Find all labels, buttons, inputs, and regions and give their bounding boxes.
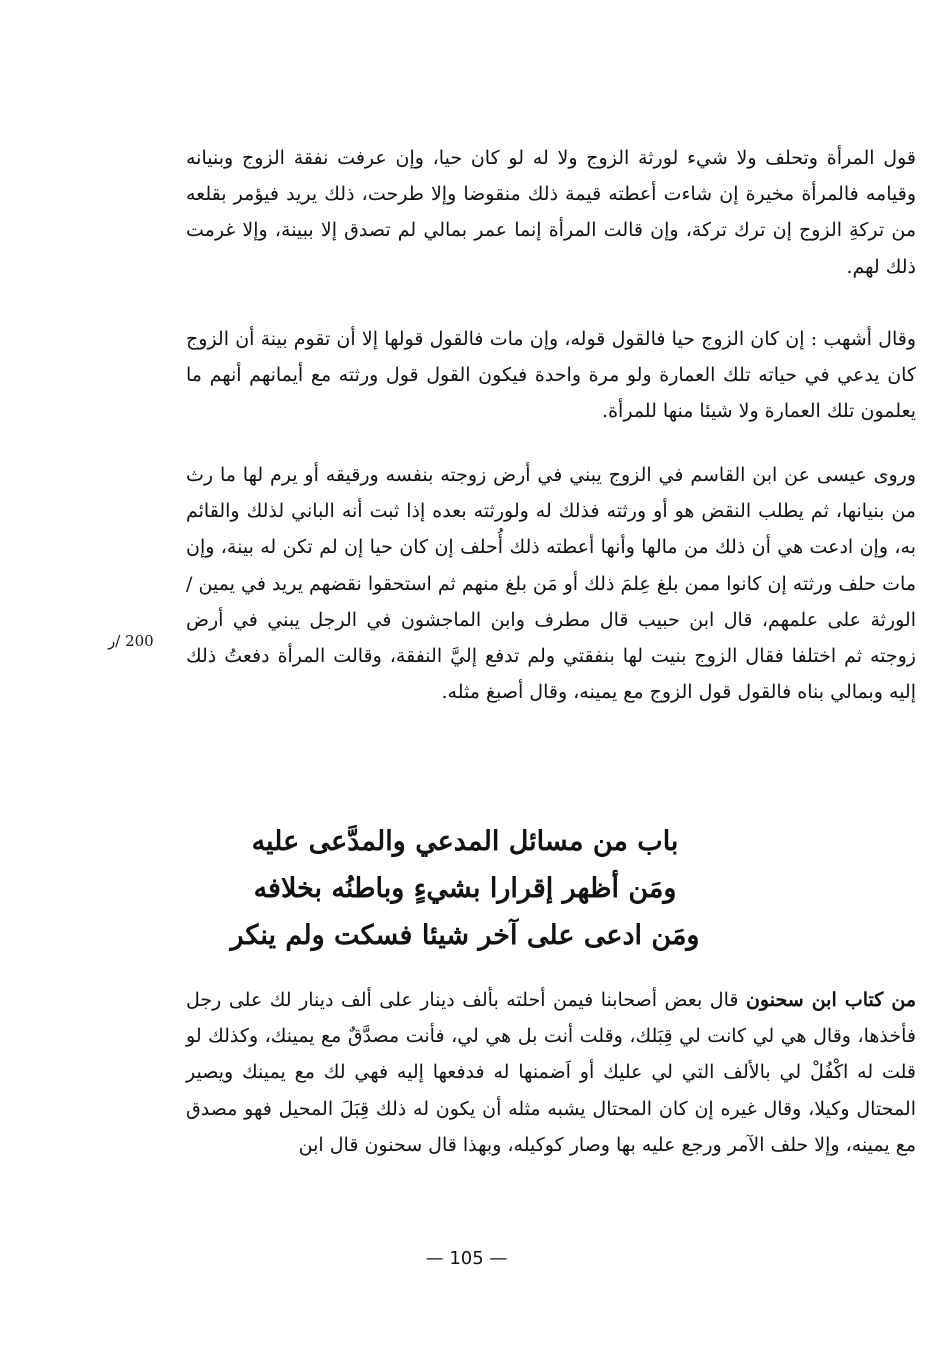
paragraph-1: قول المرأة وتحلف ولا شيء لورثة الزوج ولا له لو كان حيا، وإن عرفت نفقة الزوج وبنيانه وقيامه فالمرأة مخيرة إن شاءت أعطته قيمة ذلك منقوضا وإلا طرحت، ذلك يريد فيؤمر بقلعه من تركةِ الزوج إن ترك تركة، وإن قالت المرأة إنما عمر بمالي لم تصدق إلا ببينة، وإلا غرمت ذلك لهم. [186,147,916,278]
paragraph-2: وقال أشهب : إن كان الزوج حيا فالقول قوله، وإن مات فالقول قولها إلا أن تقوم بينة أن الزوج كان يدعي في حياته تلك العمارة ولو مرة واحدة فيكون القول قول ورثته مع أيمانهم أنهم ما يعلمون تلك العمارة ولا شيئا منها للمرأة. [186,328,916,423]
page-number: — 105 — [425,1248,508,1269]
paragraph-4-text: قال بعض أصحابنا فيمن أحلته بألف دينار على ألف دينار لك على رجل فأخذها، وقال هي لي كانت لي قِبَلك، وقلت أنت بل هي لي، فأنت مصدَّقٌ مع يمينك، وكذلك لو قلت له اكْفُلْ لي بالألف التي لي عليك أو اَضمنها له فدفعها إليه فهي لك مع يمينك ويصير المحتال وكيلا، وقال غيره إن كان المحتال يشبه مثله أن يكون له ذلك قِبَلَ المحيل فهو مصدق مع يمينه، وإلا حلف الآمر ورجع عليه بها وصار كوكيله، وبهذا قال سحنون قال ابن [186,989,916,1156]
chapter-heading [200,818,730,959]
paragraph-3: وروى عيسى عن ابن القاسم في الزوج يبني في أرض زوجته بنفسه ورقيقه أو يرم لها ما رث من بنيانها، ثم يطلب النقض هو أو ورثته فذلك له ولورثته بعده إذا ثبت أنه الباني لذلك والقائم به، وإن ادعت هي أن ذلك من مالها وأنها أعطته ذلك أُحلف إن كان حيا إن لم تكن له بينة، وإن مات حلف ورثته إن كانوا ممن بلغ عِلمَ ذلك أو مَن بلغ منهم ثم استحقوا نقضهم يريد في يمين / الورثة على علمهم، قال ابن حبيب قال مطرف وابن الماجشون في الرجل يبني في أرض زوجته ثم اختلفا فقال الزوج بنيت لها بنفقتي ولم تدفع إليَّ النفقة، وقالت المرأة دفعتُ ذلك إليه وبمالي بناه فالقول قول الزوج مع يمينه، وقال أصبغ مثله. [186,464,916,704]
heading-line-1: باب من مسائل المدعي والمدَّعى عليه [251,826,679,857]
heading-line-3: ومَن ادعى على آخر شيئا فسكت ولم ينكر [230,920,700,951]
heading-line-2: ومَن أظهر إقرارا بشيءٍ وباطنُه بخلافه [253,873,677,904]
folio-margin-note: 200 /ر [108,632,154,650]
paragraph-4 [186,982,916,1163]
source-title: من كتاب ابن سحنون [745,989,917,1011]
